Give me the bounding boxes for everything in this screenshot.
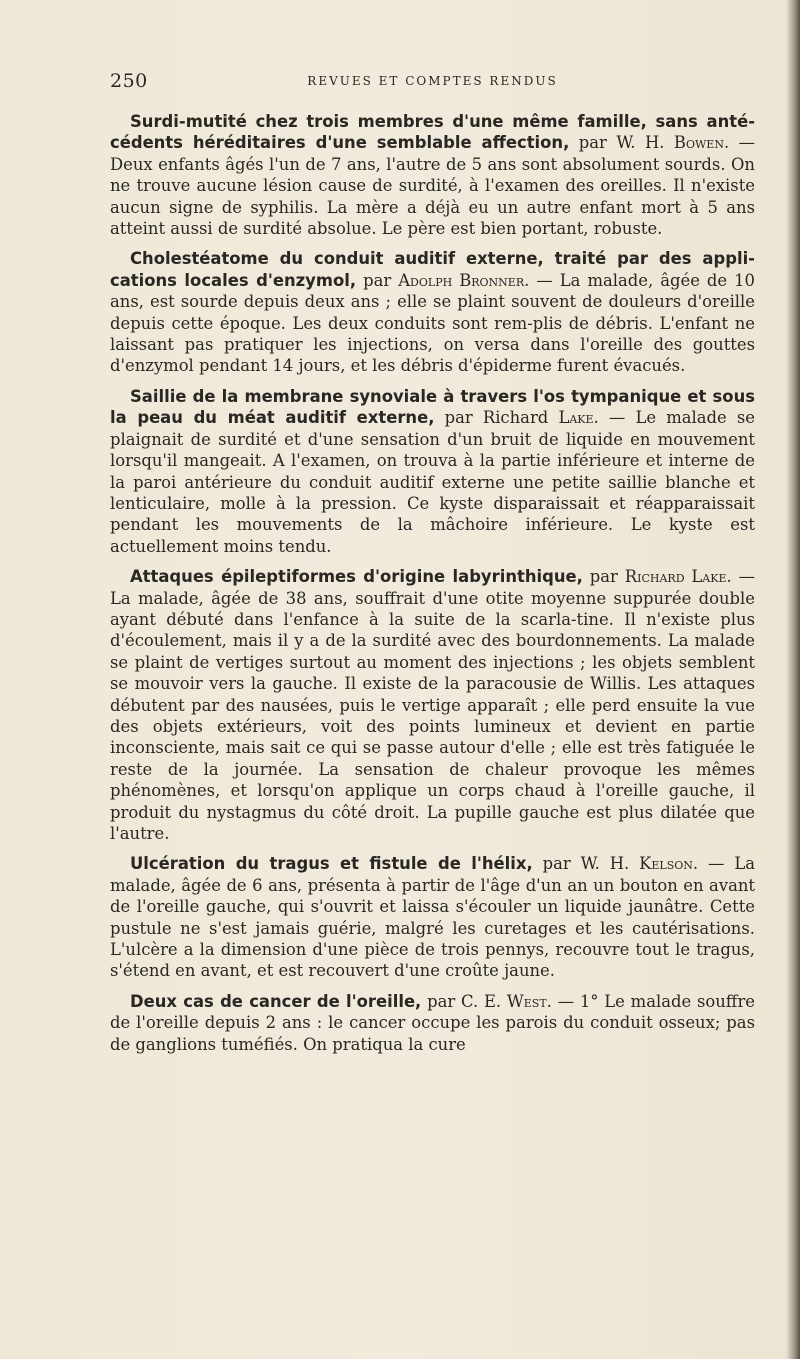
abstract-ulceration-tragus — [110, 853, 755, 981]
abstract-author: Adolph Bronner. — [398, 270, 530, 290]
page-number: 250 — [110, 70, 148, 92]
abstract-title: Deux cas de cancer de l'oreille, — [130, 991, 422, 1011]
abstract-surdi-mutite — [110, 111, 755, 239]
abstract-by: par — [363, 270, 392, 290]
page-body — [110, 111, 755, 1064]
abstract-body: — La malade, âgée de 10 ans, est sourde depuis deux ans ; elle se plaint souvent de douleurs d'oreille depuis cette époque. Les deux conduits sont rem-plis de débris. L'enfant ne laissant pas pratiquer les injections, on versa dans l'oreille des gouttes d'enzymol pendant 14 jours, et les débris d'épiderme furent évacués. — [110, 270, 755, 376]
abstract-author: Lake. — [558, 408, 599, 428]
abstract-saillie-synoviale — [110, 386, 755, 557]
abstract-author: West. — [506, 991, 552, 1011]
running-head — [110, 70, 755, 94]
abstract-attaques-epileptiformes — [110, 566, 755, 844]
abstract-cholesteatome — [110, 248, 755, 376]
abstract-by: par Richard — [444, 408, 549, 428]
abstract-body: — 1° Le malade souffre de l'oreille depuis 2 ans : le cancer occupe les parois du conduit osseux; pas de ganglions tuméfiés. On pratiqua la cure — [110, 991, 755, 1054]
abstract-title: Surdi-mutité chez trois membres d'une même famille, sans anté-cédents héréditaires d'une semblable affection, — [110, 112, 755, 153]
abstract-cancer-oreille — [110, 991, 755, 1055]
abstract-title: Ulcération du tragus et fistule de l'hélix, — [130, 854, 533, 874]
abstract-author: Richard Lake. — [624, 567, 732, 587]
abstract-by: par — [589, 567, 618, 587]
abstract-body: — Le malade se plaignait de surdité et d'une sensation d'un bruit de liquide en mouvement lorsqu'il mangeait. A l'examen, on trouva à la partie inférieure et interne de la paroi antérieure du conduit auditif externe une petite saillie blanche et lenticulaire, molle à la pression. Ce kyste disparaissait et réapparaissait pendant les mouvements de la mâchoire inférieure. Le kyste est actuellement moins tendu. — [110, 408, 756, 556]
abstract-body: — Deux enfants âgés l'un de 7 ans, l'autre de 5 ans sont absolument sourds. On ne trouve aucune lésion cause de surdité, à l'examen des oreilles. Il n'existe aucun signe de syphilis. La mère a déjà eu un autre enfant mort à 5 ans atteint aussi de surdité absolue. Le père est bien portant, robuste. — [110, 133, 755, 239]
abstract-author: Kelson. — [639, 854, 699, 874]
abstract-title: Cholestéatome du conduit auditif externe, traité par des appli-cations locales d'enzymol, — [110, 249, 755, 290]
abstract-body: — La malade, âgée de 6 ans, présenta à partir de l'âge d'un an un bouton en avant de l'oreille gauche, qui s'ouvrit et laissa s'écouler un liquide jaunâtre. Cette pustule ne s'est jamais guérie, malgré les curetages et les cautérisations. L'ulcère a la dimension d'une pièce de trois pennys, recouvre tout le tragus, s'étend en avant, et est recouvert d'une croûte jaune. — [110, 854, 756, 981]
abstract-body: — La malade, âgée de 38 ans, souffrait d'une otite moyenne suppurée double ayant débuté dans l'enfance à la suite de la scarla-tine. Il n'existe plus d'écoulement, mais il y a de la surdité avec des bourdonnements. La malade se plaint de vertiges surtout au moment des injections ; les objets semblent se mouvoir vers la gauche. Il existe de la paracousie de Willis. Les attaques débutent par des nausées, puis le vertige apparaît ; elle perd ensuite la vue des objets extérieurs, voit des points lumineux et devient en partie inconsciente, mais sait ce qui se passe autour d'elle ; elle est très fatiguée le reste de la journée. La sensation de chaleur provoque les mêmes phénomènes, et lorsqu'on applique un corps chaud à l'oreille gauche, il produit du nystagmus du côté droit. La pupille gauche est plus dilatée que l'autre. — [110, 567, 755, 843]
abstract-title: Attaques épileptiformes d'origine labyrinthique, — [130, 567, 583, 587]
abstract-author: Bowen. — [673, 133, 730, 153]
abstract-by: par W. H. — [578, 133, 665, 153]
abstract-title: Saillie de la membrane synoviale à travers l'os tympanique et sous la peau du méat auditif externe, — [110, 386, 755, 428]
page-edge-shadow — [786, 0, 800, 1359]
journal-title: REVUES ET COMPTES RENDUS — [307, 74, 558, 88]
abstract-by: par W. H. — [542, 854, 630, 874]
abstract-by: par C. E. — [427, 991, 502, 1011]
